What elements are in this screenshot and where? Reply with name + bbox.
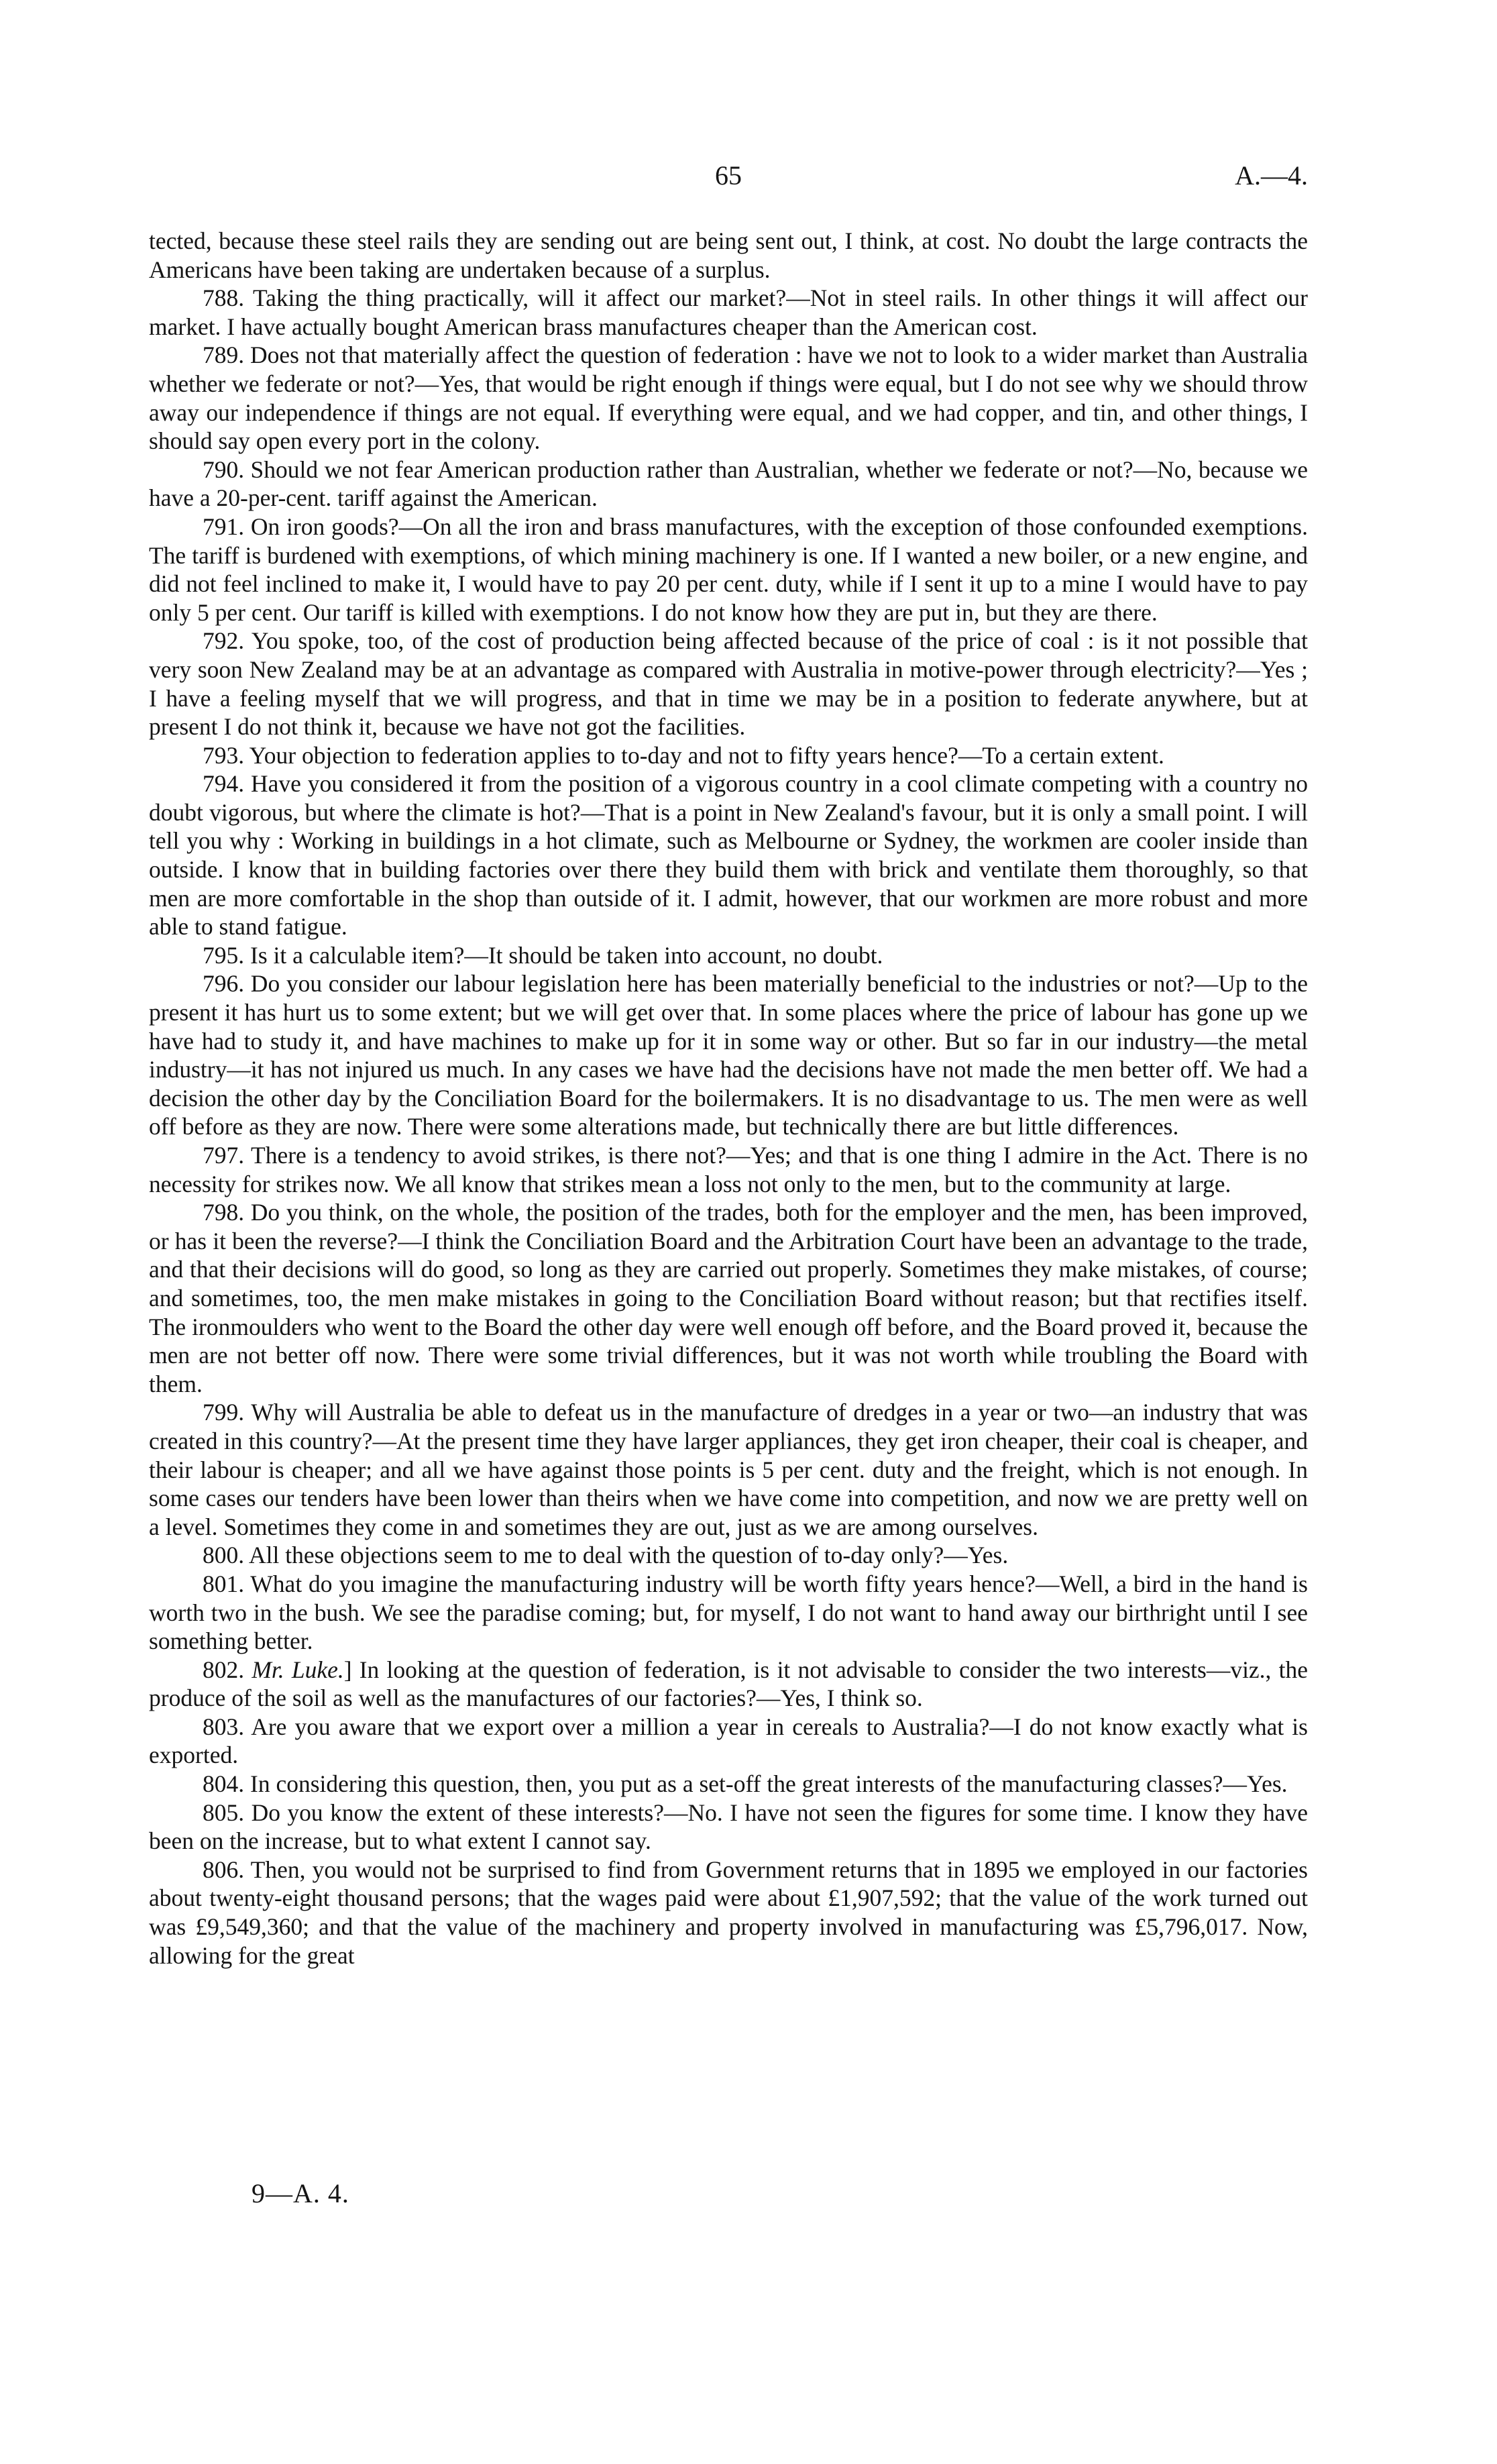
question-number: 802. <box>203 1656 252 1683</box>
paragraph-790: 790. Should we not fear American production rather than Australian, whether we federate or not?—No, because we have a 20-per-cent. tariff against the American. <box>149 456 1308 512</box>
paragraph-802 <box>149 1656 1308 1713</box>
speaker-name: Mr. Luke. <box>252 1656 344 1683</box>
paragraph-805: 805. Do you know the extent of these interests?—No. I have not seen the figures for some time. I know they have been on the increase, but to what extent I cannot say. <box>149 1799 1308 1855</box>
body-text <box>149 227 1308 1970</box>
paragraph-789: 789. Does not that materially affect the question of federation : have we not to look to a wider market than Australia whether we federate or not?—Yes, that would be right enough if things were equal, but I do not see why we should throw away our independence if things are not equal. If everything were equal, and we had copper, and tin, and other things, I should say open every port in the colony. <box>149 341 1308 455</box>
paragraph-806: 806. Then, you would not be surprised to find from Government returns that in 1895 we employed in our factories about twenty-eight thousand persons; that the wages paid were about £1,907,592; that the value of the work turned out was £9,549,360; and that the value of the machinery and property involved in manufacturing was £5,796,017. Now, allowing for the great <box>149 1856 1308 1969</box>
paragraph-798: 798. Do you think, on the whole, the position of the trades, both for the employer and the men, has been improved, or has it been the reverse?—I think the Conciliation Board and the Arbitration Court have been an advantage to the trade, and that their decisions will do good, so long as they are carried out properly. Sometimes they make mistakes, of course; and sometimes, too, the men make mistakes in going to the Conciliation Board without reason; but that rectifies itself. The ironmoulders who went to the Board the other day were well enough off before, and the Board proved it, because the men are not better off now. There were some trivial differences, but it was not worth while troubling the Board with them. <box>149 1199 1308 1397</box>
paragraph-796: 796. Do you consider our labour legislation here has been materially beneficial to the industries or not?—Up to the present it has hurt us to some extent; but we will get over that. In some places where the price of labour has gone up we have had to study it, and have machines to make up for it in some way or other. But so far in our industry—the metal industry—it has not injured us much. In any cases we have had the decisions have not made the men better off. We had a decision the other day by the Conciliation Board for the boilermakers. It is no disadvantage to us. The men were as well off before as they are now. There were some alterations made, but technically there are but little differences. <box>149 970 1308 1140</box>
printer-signature: 9—A. 4. <box>252 2178 349 2208</box>
paragraph-794: 794. Have you considered it from the position of a vigorous country in a cool climate competing with a country no doubt vigorous, but where the climate is hot?—That is a point in New Zealand's favour, but it is only a small point. I will tell you why : Working in buildings in a hot climate, such as Melbourne or Sydney, the workmen are cooler inside than outside. I know that in building factories over there they build them with brick and ventilate them thoroughly, so that men are more comfortable in the shop than outside of it. I admit, however, that our workmen are more robust and more able to stand fatigue. <box>149 770 1308 941</box>
paragraph-801: 801. What do you imagine the manufacturing industry will be worth fifty years hence?—Well, a bird in the hand is worth two in the bush. We see the paradise coming; but, for myself, I do not want to hand away our birthright until I see something better. <box>149 1570 1308 1655</box>
page-number: 65 <box>715 160 742 191</box>
paragraph-continued: tected, because these steel rails they are sending out are being sent out, I think, at cost. No doubt the large contracts the Americans have been taking are undertaken because of a surplus. <box>149 227 1308 283</box>
paragraph-797: 797. There is a tendency to avoid strikes, is there not?—Yes; and that is one thing I admire in the Act. There is no necessity for strikes now. We all know that strikes mean a loss not only to the men, but to the community at large. <box>149 1142 1308 1197</box>
page-header <box>149 160 1308 200</box>
paragraph-803: 803. Are you aware that we export over a million a year in cereals to Australia?—I do not know exactly what is exported. <box>149 1713 1308 1769</box>
paragraph-804: 804. In considering this question, then, you put as a set-off the great interests of the manufacturing classes?—Yes. <box>203 1770 1288 1798</box>
paragraph-791: 791. On iron goods?—On all the iron and brass manufactures, with the exception of those confounded exemptions. The tariff is burdened with exemptions, of which mining machinery is one. If I wanted a new boiler, or a new engine, and did not feel inclined to make it, I would have to pay 20 per cent. duty, while if I sent it up to a mine I would have to pay only 5 per cent. Our tariff is killed with exemptions. I do not know how they are put in, but they are there. <box>149 513 1308 626</box>
paragraph-802-text: ] In looking at the question of federation, is it not advisable to consider the two interests—viz., the produce of the soil as well as the manufactures of our factories?—Yes, I think so. <box>149 1656 1308 1712</box>
paragraph-800: 800. All these objections seem to me to deal with the question of to-day only?—Yes. <box>203 1542 1009 1569</box>
paragraph-788: 788. Taking the thing practically, will it affect our market?—Not in steel rails. In other things it will affect our market. I have actually bought American brass manufactures cheaper than the American cost. <box>149 284 1308 340</box>
paragraph-792: 792. You spoke, too, of the cost of production being affected because of the price of coal : is it not possible that very soon New Zealand may be at an advantage as compared with Australia in motive-power through electricity?—Yes ; I have a feeling myself that we will progress, and that in time we may be in a position to federate anywhere, but at present I do not think it, because we have not got the facilities. <box>149 627 1308 741</box>
paragraph-793: 793. Your objection to federation applies to to-day and not to fifty years hence?—To a certain extent. <box>203 741 1164 769</box>
document-reference: A.—4. <box>1235 160 1308 191</box>
paragraph-795: 795. Is it a calculable item?—It should be taken into account, no doubt. <box>203 941 883 969</box>
paragraph-799: 799. Why will Australia be able to defeat us in the manufacture of dredges in a year or two—an industry that was created in this country?—At the present time they have larger appliances, they get iron cheaper, their coal is cheaper, and their labour is cheaper; and all we have against those points is 5 per cent. duty and the freight, which is not enough. In some cases our tenders have been lower than theirs when we have come into competition, and now we are pretty well on a level. Sometimes they come in and sometimes they are out, just as we are among ourselves. <box>149 1399 1308 1540</box>
